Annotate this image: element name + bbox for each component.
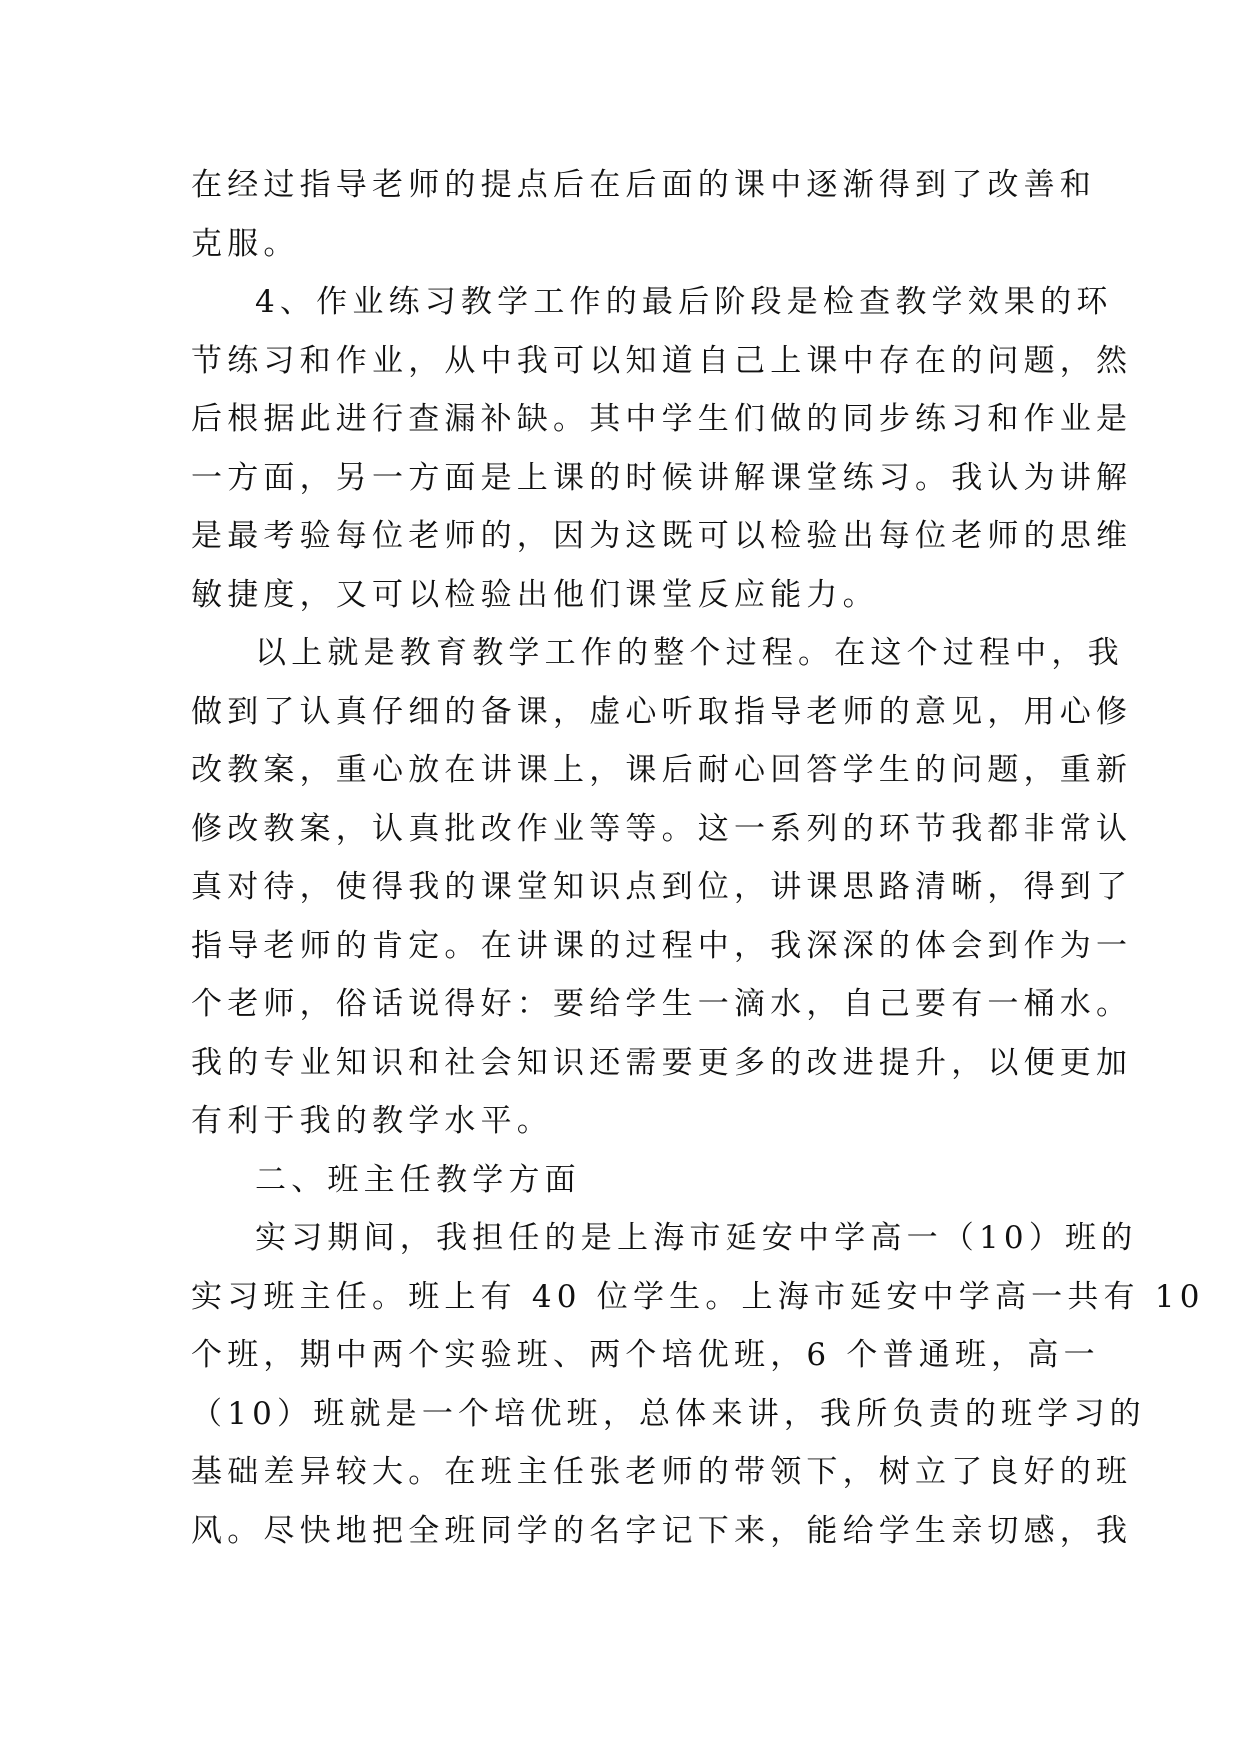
- text-line: 修改教案，认真批改作业等等。这一系列的环节我都非常认: [191, 810, 1133, 847]
- section-heading: 二、班主任教学方面: [255, 1161, 581, 1198]
- text-line: 实习班主任。班上有 40 位学生。上海市延安中学高一共有 10: [191, 1278, 1205, 1315]
- paragraph-start-line: 实习期间，我担任的是上海市延安中学高一（10）班的: [255, 1220, 1138, 1256]
- text-line: 做到了认真仔细的备课，虚心听取指导老师的意见，用心修: [191, 693, 1133, 730]
- text-line: 个班，期中两个实验班、两个培优班，6 个普通班，高一: [191, 1337, 1100, 1373]
- text-line: （10）班就是一个培优班，总体来讲，我所负责的班学习的: [191, 1395, 1146, 1432]
- text-line: 敏捷度，又可以检验出他们课堂反应能力。: [191, 576, 879, 613]
- text-line: 风。尽快地把全班同学的名字记下来，能给学生亲切感，我: [191, 1512, 1133, 1549]
- text-line: 我的专业知识和社会知识还需要更多的改进提升，以便更加: [191, 1044, 1133, 1081]
- text-line: 指导老师的肯定。在讲课的过程中，我深深的体会到作为一: [191, 927, 1133, 964]
- text-line: 是最考验每位老师的，因为这既可以检验出每位老师的思维: [191, 518, 1133, 554]
- body-text: [191, 156, 1205, 1560]
- text-line: 改教案，重心放在讲课上，课后耐心回答学生的问题，重新: [191, 752, 1133, 788]
- paragraph-start-line: 以上就是教育教学工作的整个过程。在这个过程中，我: [255, 635, 1124, 671]
- text-line: 在经过指导老师的提点后在后面的课中逐渐得到了改善和: [191, 167, 1096, 203]
- paragraph-start-line: 4、作业练习教学工作的最后阶段是检查教学效果的环: [255, 284, 1113, 320]
- text-line: 克服。: [191, 225, 300, 262]
- text-line: 一方面，另一方面是上课的时候讲解课堂练习。我认为讲解: [191, 459, 1133, 496]
- text-line: 个老师，俗话说得好：要给学生一滴水，自己要有一桶水。: [191, 986, 1133, 1022]
- text-line: 后根据此进行查漏补缺。其中学生们做的同步练习和作业是: [191, 401, 1133, 437]
- text-line: 基础差异较大。在班主任张老师的带领下，树立了良好的班: [191, 1454, 1133, 1490]
- text-line: 有利于我的教学水平。: [191, 1103, 553, 1139]
- text-line: 真对待，使得我的课堂知识点到位，讲课思路清晰，得到了: [191, 869, 1133, 905]
- text-line: 节练习和作业，从中我可以知道自己上课中存在的问题，然: [191, 342, 1133, 379]
